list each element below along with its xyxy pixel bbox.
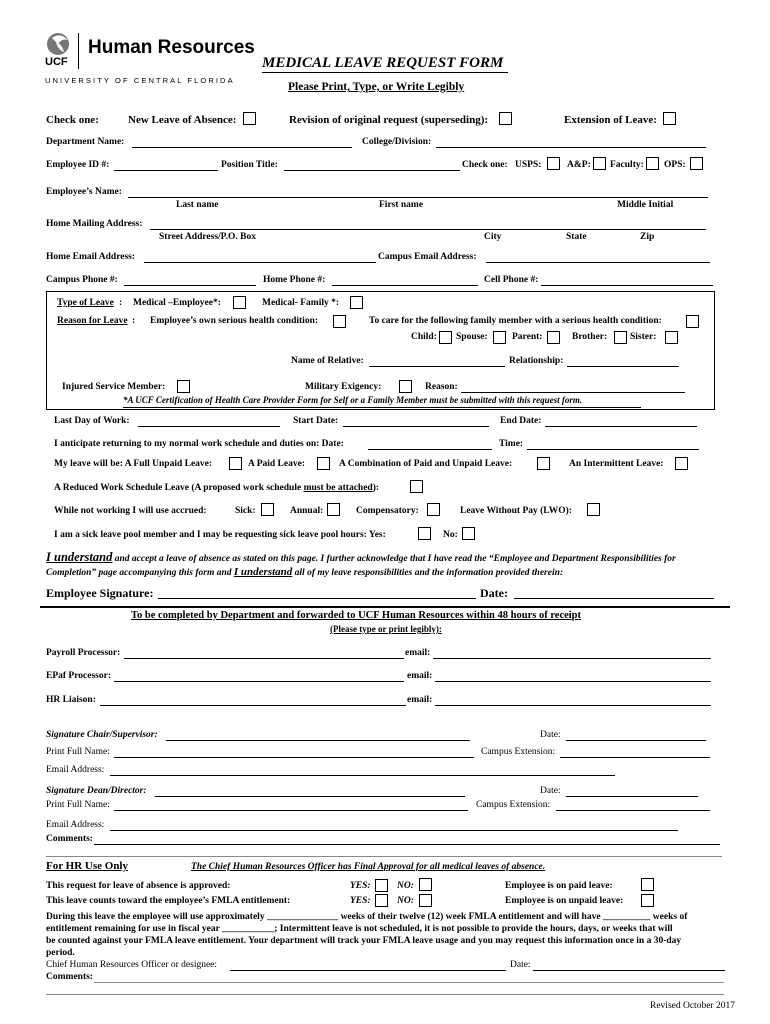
chair-print-name-field[interactable]	[114, 757, 474, 758]
fmla-paragraph-3: be counted against your FMLA leave entitlement. Your department will track your FMLA leave usage and you may request this information once in a 30-day	[46, 936, 682, 946]
position-title-field[interactable]	[284, 170, 460, 171]
injured-service-checkbox[interactable]	[177, 380, 190, 393]
hr-comments-line-2[interactable]	[46, 994, 724, 995]
chair-email-field[interactable]	[110, 775, 615, 776]
state-caption: State	[566, 232, 587, 242]
home-phone-label: Home Phone #:	[263, 275, 326, 285]
sick-pool-label: I am a sick leave pool member and I may be requesting sick leave pool hours: Yes:	[54, 530, 386, 540]
fmla-paragraph-2: entitlement remaining for use in fiscal year ___________; Intermittent leave is not scheduled, it is not possible to provide the hours, days, or weeks that will	[46, 924, 673, 934]
sick-label: Sick:	[235, 506, 256, 516]
chair-date-label: Date:	[540, 730, 561, 740]
last-day-field[interactable]	[138, 426, 280, 427]
employee-id-label: Employee ID #:	[46, 160, 110, 170]
dean-signature-field[interactable]	[155, 796, 465, 797]
start-date-label: Start Date:	[293, 416, 339, 426]
medical-family-label: Medical- Family *:	[262, 298, 340, 308]
return-date-field[interactable]	[368, 449, 492, 450]
class-check-one-label: Check one:	[462, 160, 508, 170]
department-heading: To be completed by Department and forwarded to UCF Human Resources within 48 hours of receipt	[131, 610, 582, 621]
chair-campus-ext-field[interactable]	[560, 757, 710, 758]
chair-campus-ext-label: Campus Extension:	[481, 747, 556, 757]
start-date-field[interactable]	[343, 426, 489, 427]
sick-pool-yes-checkbox[interactable]	[418, 527, 431, 540]
reduced-text: A Reduced Work Schedule Leave (A proposed work schedule	[54, 483, 304, 493]
payroll-processor-field[interactable]	[124, 658, 404, 659]
chief-hr-label: Chief Human Resources Officer or designee:	[46, 960, 218, 970]
intermittent-checkbox[interactable]	[675, 457, 688, 470]
approved-no-checkbox[interactable]	[419, 878, 432, 891]
department-name-field[interactable]	[132, 147, 352, 148]
care-family-checkbox[interactable]	[686, 315, 699, 328]
campus-phone-field[interactable]	[124, 285, 256, 286]
employee-signature-label: Employee Signature:	[46, 586, 154, 600]
ops-label: OPS:	[664, 160, 686, 170]
home-email-label: Home Email Address:	[46, 252, 136, 262]
cell-phone-field[interactable]	[541, 285, 713, 286]
medical-employee-label: Medical –Employee*:	[133, 298, 221, 308]
chair-print-name-label: Print Full Name:	[46, 747, 110, 757]
unpaid-leave-status-checkbox[interactable]	[641, 894, 654, 907]
relative-name-field[interactable]	[369, 366, 505, 367]
extension-checkbox[interactable]	[663, 112, 676, 125]
dean-campus-ext-field[interactable]	[556, 810, 710, 811]
paid-leave-status-checkbox[interactable]	[641, 878, 654, 891]
end-date-label: End Date:	[500, 416, 542, 426]
care-family-label: To care for the following family member with a serious health condition:	[369, 316, 662, 326]
approved-label: This request for leave of absence is approved:	[46, 881, 231, 891]
reduced-underlined: must be attached	[303, 483, 373, 493]
usps-label: USPS:	[515, 160, 542, 170]
dean-print-name-field[interactable]	[114, 810, 468, 811]
hr-liaison-email-label: email:	[407, 695, 433, 705]
injured-service-label: Injured Service Member:	[62, 382, 166, 392]
ucf-wordmark: UCF	[45, 56, 68, 68]
medical-family-checkbox[interactable]	[350, 296, 363, 309]
dept-comments-field[interactable]	[94, 844, 720, 845]
annual-checkbox[interactable]	[327, 503, 340, 516]
fmla-yes-label: YES:	[350, 896, 371, 906]
accrued-label: While not working I will use accrued:	[54, 506, 207, 516]
employee-signature-date-field[interactable]	[514, 598, 714, 599]
acknowledgement-line-2	[46, 566, 563, 578]
approved-no-label: NO:	[397, 881, 414, 891]
chief-hr-date-label: Date:	[510, 960, 531, 970]
paid-leave-status-label: Employee is on paid leave:	[505, 881, 613, 891]
hr-comments-label: Comments:	[46, 972, 93, 982]
paid-leave-label: A Paid Leave:	[248, 459, 305, 469]
campus-phone-label: Campus Phone #:	[46, 275, 118, 285]
dean-campus-ext-label: Campus Extension:	[476, 800, 551, 810]
employee-signature-date-label: Date:	[480, 586, 508, 600]
ack-text-2b: all of my leave responsibilities and the information provided therein:	[292, 568, 564, 578]
combination-checkbox[interactable]	[537, 457, 550, 470]
college-division-field[interactable]	[436, 147, 706, 148]
sick-pool-no-label: No:	[443, 530, 458, 540]
military-exigency-checkbox[interactable]	[399, 380, 412, 393]
dean-email-field[interactable]	[110, 830, 678, 831]
return-date-label: I anticipate returning to my normal work schedule and duties on: Date:	[54, 439, 344, 449]
intermittent-label: An Intermittent Leave:	[569, 459, 664, 469]
new-leave-label: New Leave of Absence:	[128, 114, 237, 126]
reduced-schedule-label	[54, 483, 379, 493]
unpaid-leave-status-label: Employee is on unpaid leave:	[505, 896, 624, 906]
chair-signature-label: Signature Chair/Supervisor:	[46, 730, 158, 740]
dean-email-label: Email Address:	[46, 820, 105, 830]
home-phone-field[interactable]	[332, 285, 478, 286]
reason-for-leave-label: Reason for Leave	[57, 316, 128, 326]
new-leave-checkbox[interactable]	[243, 112, 256, 125]
fmla-counts-label: This leave counts toward the employee’s FMLA entitlement:	[46, 896, 291, 906]
child-checkbox[interactable]	[439, 331, 452, 344]
fmla-paragraph-1: During this leave the employee will use approximately _______________ weeks of their twelve (12) week FMLA entitlement and will have __________ weeks of	[46, 912, 688, 922]
city-caption: City	[484, 232, 502, 242]
dept-comments-label: Comments:	[46, 834, 93, 844]
revision-checkbox[interactable]	[499, 112, 512, 125]
paid-leave-checkbox[interactable]	[317, 457, 330, 470]
lwo-label: Leave Without Pay (LWO):	[460, 506, 572, 516]
dept-comments-line-2[interactable]	[46, 856, 722, 857]
form-title: MEDICAL LEAVE REQUEST FORM	[262, 55, 504, 71]
approved-yes-label: YES:	[350, 881, 371, 891]
dean-signature-label: Signature Dean/Director:	[46, 786, 147, 796]
compensatory-checkbox[interactable]	[427, 503, 440, 516]
type-of-leave-label: Type of Leave	[57, 298, 114, 308]
ack-text-2a: Completion” page accompanying this form and	[46, 568, 234, 578]
end-date-field[interactable]	[545, 426, 697, 427]
full-unpaid-label: My leave will be: A Full Unpaid Leave:	[54, 459, 213, 469]
home-mailing-field[interactable]	[150, 229, 706, 230]
own-condition-checkbox[interactable]	[333, 315, 346, 328]
brother-label: Brother:	[572, 332, 608, 342]
ops-checkbox[interactable]	[690, 157, 703, 170]
faculty-checkbox[interactable]	[646, 157, 659, 170]
hr-liaison-email-field[interactable]	[435, 705, 711, 706]
sick-checkbox[interactable]	[261, 503, 274, 516]
usps-checkbox[interactable]	[547, 157, 560, 170]
form-subtitle: Please Print, Type, or Write Legibly	[288, 81, 465, 93]
campus-email-label: Campus Email Address:	[378, 252, 477, 262]
parent-checkbox[interactable]	[547, 331, 560, 344]
hr-liaison-label: HR Liaison:	[46, 695, 96, 705]
combination-label: A Combination of Paid and Unpaid Leave:	[339, 459, 513, 469]
own-condition-label: Employee’s own serious health condition:	[150, 316, 319, 326]
department-name-label: Department Name:	[46, 137, 125, 147]
full-unpaid-checkbox[interactable]	[229, 457, 242, 470]
hr-liaison-field[interactable]	[100, 705, 406, 706]
ap-label: A&P:	[567, 160, 591, 170]
home-mailing-label: Home Mailing Address:	[46, 219, 143, 229]
return-time-label: Time:	[499, 439, 524, 449]
chair-signature-field[interactable]	[166, 740, 470, 741]
certification-note: *A UCF Certification of Health Care Provider Form for Self or a Family Member must be submitted with this request form.	[123, 395, 583, 405]
relationship-label: Relationship:	[509, 356, 564, 366]
employee-id-field[interactable]	[114, 170, 218, 171]
payroll-processor-label: Payroll Processor:	[46, 648, 121, 658]
employee-name-field[interactable]	[128, 197, 708, 198]
spouse-checkbox[interactable]	[493, 331, 506, 344]
fmla-paragraph-4: period.	[46, 948, 75, 958]
hr-use-heading: For HR Use Only	[46, 860, 128, 872]
logo-divider	[78, 33, 79, 69]
college-division-label: College/Division:	[362, 137, 432, 147]
fmla-yes-checkbox[interactable]	[375, 894, 388, 907]
hr-comments-field[interactable]	[94, 982, 724, 983]
middle-initial-caption: Middle Initial	[617, 200, 674, 210]
reason-colon: :	[132, 316, 136, 326]
sister-label: Sister:	[630, 332, 657, 342]
payroll-email-label: email:	[405, 648, 431, 658]
military-reason-field[interactable]	[461, 392, 685, 393]
chair-date-field[interactable]	[566, 740, 706, 741]
street-caption: Street Address/P.O. Box	[159, 232, 256, 242]
epaf-processor-field[interactable]	[114, 681, 404, 682]
org-name: Human Resources	[88, 37, 255, 58]
i-understand-1: I understand	[46, 550, 113, 564]
parent-label: Parent:	[512, 332, 543, 342]
extension-label: Extension of Leave:	[564, 114, 657, 126]
return-time-field[interactable]	[527, 449, 699, 450]
first-name-caption: First name	[379, 200, 424, 210]
position-title-label: Position Title:	[221, 160, 278, 170]
sick-pool-no-checkbox[interactable]	[462, 527, 475, 540]
hr-approval-note: The Chief Human Resources Officer has Final Approval for all medical leaves of absence.	[191, 862, 546, 872]
campus-email-field[interactable]	[486, 262, 710, 263]
military-exigency-label: Military Exigency:	[305, 382, 382, 392]
last-day-label: Last Day of Work:	[54, 416, 130, 426]
section-divider	[40, 606, 730, 608]
type-colon: :	[119, 298, 123, 308]
compensatory-label: Compensatory:	[356, 506, 419, 516]
sister-checkbox[interactable]	[665, 331, 678, 344]
chief-hr-field[interactable]	[230, 970, 506, 971]
dean-date-field[interactable]	[566, 796, 698, 797]
reduced-end: ):	[372, 483, 380, 493]
ap-checkbox[interactable]	[593, 157, 606, 170]
i-understand-2: I understand	[233, 566, 293, 578]
employee-signature-field[interactable]	[158, 598, 476, 599]
revision-label: Revision of original request (superseding):	[289, 114, 489, 126]
dean-date-label: Date:	[540, 786, 561, 796]
epaf-processor-label: EPaf Processor:	[46, 671, 111, 681]
home-email-field[interactable]	[144, 262, 376, 263]
chief-hr-date-field[interactable]	[533, 970, 725, 971]
child-label: Child:	[411, 332, 437, 342]
military-reason-label: Reason:	[425, 382, 458, 392]
ack-text-1: and accept a leave of absence as stated on this page. I further acknowledge that I have read the “Employee and Department Responsibilities for	[112, 554, 676, 564]
cell-phone-label: Cell Phone #:	[484, 275, 539, 285]
faculty-label: Faculty:	[610, 160, 644, 170]
brother-checkbox[interactable]	[614, 331, 627, 344]
relative-name-label: Name of Relative:	[291, 356, 364, 366]
epaf-email-label: email:	[407, 671, 433, 681]
relationship-field[interactable]	[567, 366, 679, 367]
reduced-schedule-checkbox[interactable]	[410, 480, 423, 493]
payroll-email-field[interactable]	[433, 658, 711, 659]
lwo-checkbox[interactable]	[587, 503, 600, 516]
annual-label: Annual:	[290, 506, 324, 516]
medical-employee-checkbox[interactable]	[233, 296, 246, 309]
university-name: UNIVERSITY OF CENTRAL FLORIDA	[45, 76, 235, 85]
check-one-label: Check one:	[46, 114, 99, 126]
fmla-no-checkbox[interactable]	[419, 894, 432, 907]
revised-date: Revised October 2017	[650, 1001, 735, 1011]
acknowledgement-line-1	[46, 550, 676, 565]
zip-caption: Zip	[640, 232, 655, 242]
dean-print-name-label: Print Full Name:	[46, 800, 110, 810]
approved-yes-checkbox[interactable]	[375, 879, 388, 892]
fmla-no-label: NO:	[397, 896, 414, 906]
epaf-email-field[interactable]	[435, 681, 711, 682]
spouse-label: Spouse:	[456, 332, 488, 342]
department-subheading: (Please type or print legibly):	[330, 624, 442, 634]
employee-name-label: Employee’s Name:	[46, 187, 122, 197]
last-name-caption: Last name	[176, 200, 219, 210]
chair-email-label: Email Address:	[46, 765, 105, 775]
